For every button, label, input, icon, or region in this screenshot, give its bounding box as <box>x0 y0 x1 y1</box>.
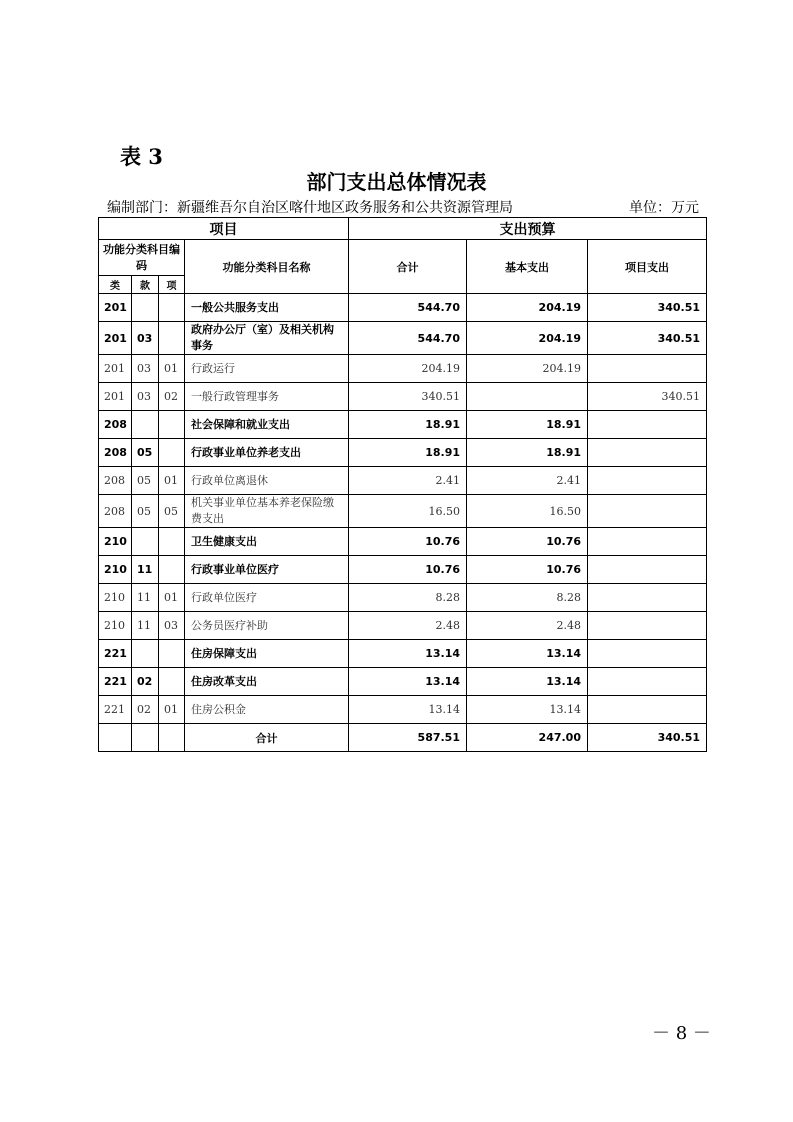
cell-project <box>588 439 707 467</box>
header-code-group: 功能分类科目编码 <box>99 240 185 276</box>
cell-project <box>588 612 707 640</box>
cell-basic: 13.14 <box>467 668 588 696</box>
cell-xiang <box>159 640 185 668</box>
cell-basic: 18.91 <box>467 439 588 467</box>
table-row <box>99 668 707 696</box>
header-item: 项目 <box>99 218 349 240</box>
cell-total: 16.50 <box>349 495 467 528</box>
cell-xiang: 01 <box>159 584 185 612</box>
table-row <box>99 495 707 528</box>
cell-xiang: 01 <box>159 467 185 495</box>
cell-basic: 2.41 <box>467 467 588 495</box>
cell-project: 340.51 <box>588 294 707 322</box>
cell-name: 一般行政管理事务 <box>185 383 349 411</box>
cell-total: 10.76 <box>349 556 467 584</box>
cell-lei: 210 <box>99 556 132 584</box>
cell-basic: 8.28 <box>467 584 588 612</box>
cell-empty <box>159 724 185 752</box>
cell-xiang: 01 <box>159 696 185 724</box>
cell-project <box>588 411 707 439</box>
cell-kuan: 02 <box>132 696 159 724</box>
cell-lei: 210 <box>99 528 132 556</box>
cell-basic: 13.14 <box>467 696 588 724</box>
cell-xiang: 03 <box>159 612 185 640</box>
cell-name: 机关事业单位基本养老保险缴费支出 <box>185 495 349 528</box>
cell-kuan: 03 <box>132 383 159 411</box>
cell-kuan: 11 <box>132 556 159 584</box>
table-row <box>99 528 707 556</box>
cell-name: 行政事业单位养老支出 <box>185 439 349 467</box>
cell-project <box>588 696 707 724</box>
cell-basic: 16.50 <box>467 495 588 528</box>
cell-total: 544.70 <box>349 322 467 355</box>
cell-xiang <box>159 439 185 467</box>
cell-total: 8.28 <box>349 584 467 612</box>
cell-project <box>588 640 707 668</box>
cell-lei: 221 <box>99 640 132 668</box>
cell-project <box>588 584 707 612</box>
cell-total: 340.51 <box>349 383 467 411</box>
table-row <box>99 411 707 439</box>
table-row <box>99 383 707 411</box>
table-row <box>99 640 707 668</box>
cell-lei: 208 <box>99 439 132 467</box>
cell-kuan: 11 <box>132 584 159 612</box>
cell-name: 行政单位医疗 <box>185 584 349 612</box>
page-title: 部门支出总体情况表 <box>306 170 487 194</box>
cell-name: 卫生健康支出 <box>185 528 349 556</box>
cell-basic: 13.14 <box>467 640 588 668</box>
cell-basic: 2.48 <box>467 612 588 640</box>
cell-total: 13.14 <box>349 640 467 668</box>
cell-project <box>588 668 707 696</box>
total-project: 340.51 <box>588 724 707 752</box>
table-row <box>99 556 707 584</box>
header-lei: 类 <box>99 276 132 294</box>
cell-total: 18.91 <box>349 411 467 439</box>
cell-lei: 210 <box>99 584 132 612</box>
budget-table <box>98 217 707 752</box>
cell-name: 一般公共服务支出 <box>185 294 349 322</box>
cell-basic: 204.19 <box>467 322 588 355</box>
cell-project <box>588 528 707 556</box>
cell-xiang <box>159 668 185 696</box>
cell-basic: 204.19 <box>467 294 588 322</box>
cell-total: 10.76 <box>349 528 467 556</box>
cell-basic <box>467 383 588 411</box>
cell-total: 2.41 <box>349 467 467 495</box>
cell-name: 社会保障和就业支出 <box>185 411 349 439</box>
cell-lei: 201 <box>99 294 132 322</box>
total-basic: 247.00 <box>467 724 588 752</box>
meta-line <box>107 197 699 217</box>
cell-lei: 201 <box>99 322 132 355</box>
cell-basic: 18.91 <box>467 411 588 439</box>
cell-lei: 208 <box>99 411 132 439</box>
header-project: 项目支出 <box>588 240 707 294</box>
cell-xiang <box>159 411 185 439</box>
cell-name: 住房公积金 <box>185 696 349 724</box>
table-row <box>99 612 707 640</box>
cell-kuan <box>132 294 159 322</box>
cell-kuan <box>132 411 159 439</box>
total-row <box>99 724 707 752</box>
cell-project <box>588 355 707 383</box>
cell-xiang <box>159 528 185 556</box>
cell-project <box>588 495 707 528</box>
cell-lei: 221 <box>99 668 132 696</box>
table-row <box>99 355 707 383</box>
table-row <box>99 467 707 495</box>
cell-total: 13.14 <box>349 696 467 724</box>
cell-xiang <box>159 294 185 322</box>
table-row <box>99 696 707 724</box>
cell-kuan: 02 <box>132 668 159 696</box>
cell-project: 340.51 <box>588 383 707 411</box>
cell-name: 行政事业单位医疗 <box>185 556 349 584</box>
cell-kuan: 05 <box>132 495 159 528</box>
table-row <box>99 439 707 467</box>
cell-name: 行政单位离退休 <box>185 467 349 495</box>
cell-project <box>588 467 707 495</box>
cell-basic: 204.19 <box>467 355 588 383</box>
table-row <box>99 584 707 612</box>
header-xiang: 项 <box>159 276 185 294</box>
cell-kuan <box>132 640 159 668</box>
cell-kuan <box>132 528 159 556</box>
cell-total: 2.48 <box>349 612 467 640</box>
header-basic: 基本支出 <box>467 240 588 294</box>
table-label: 表 3 <box>120 144 163 169</box>
header-total: 合计 <box>349 240 467 294</box>
unit-text: 单位：万元 <box>629 200 699 216</box>
cell-basic: 10.76 <box>467 528 588 556</box>
cell-lei: 208 <box>99 495 132 528</box>
cell-xiang: 02 <box>159 383 185 411</box>
total-total: 587.51 <box>349 724 467 752</box>
cell-xiang <box>159 322 185 355</box>
cell-lei: 201 <box>99 355 132 383</box>
cell-empty <box>99 724 132 752</box>
header-kuan: 款 <box>132 276 159 294</box>
cell-xiang <box>159 556 185 584</box>
cell-name: 住房保障支出 <box>185 640 349 668</box>
cell-kuan: 03 <box>132 355 159 383</box>
cell-basic: 10.76 <box>467 556 588 584</box>
cell-kuan: 05 <box>132 439 159 467</box>
compiler-text: 编制部门：新疆维吾尔自治区喀什地区政务服务和公共资源管理局 <box>107 200 513 216</box>
cell-name: 行政运行 <box>185 355 349 383</box>
cell-total: 18.91 <box>349 439 467 467</box>
cell-project: 340.51 <box>588 322 707 355</box>
table-body <box>99 294 707 752</box>
table-row <box>99 294 707 322</box>
cell-lei: 208 <box>99 467 132 495</box>
cell-kuan: 03 <box>132 322 159 355</box>
header-name: 功能分类科目名称 <box>185 240 349 294</box>
cell-lei: 210 <box>99 612 132 640</box>
header-budget: 支出预算 <box>349 218 707 240</box>
page-number: － 8 － <box>652 1023 711 1044</box>
cell-kuan: 05 <box>132 467 159 495</box>
total-label: 合计 <box>185 724 349 752</box>
cell-xiang: 01 <box>159 355 185 383</box>
cell-kuan: 11 <box>132 612 159 640</box>
cell-total: 204.19 <box>349 355 467 383</box>
cell-total: 544.70 <box>349 294 467 322</box>
cell-name: 住房改革支出 <box>185 668 349 696</box>
cell-name: 公务员医疗补助 <box>185 612 349 640</box>
table-row <box>99 322 707 355</box>
cell-xiang: 05 <box>159 495 185 528</box>
cell-name: 政府办公厅（室）及相关机构事务 <box>185 322 349 355</box>
cell-empty <box>132 724 159 752</box>
cell-lei: 201 <box>99 383 132 411</box>
cell-total: 13.14 <box>349 668 467 696</box>
cell-project <box>588 556 707 584</box>
cell-lei: 221 <box>99 696 132 724</box>
